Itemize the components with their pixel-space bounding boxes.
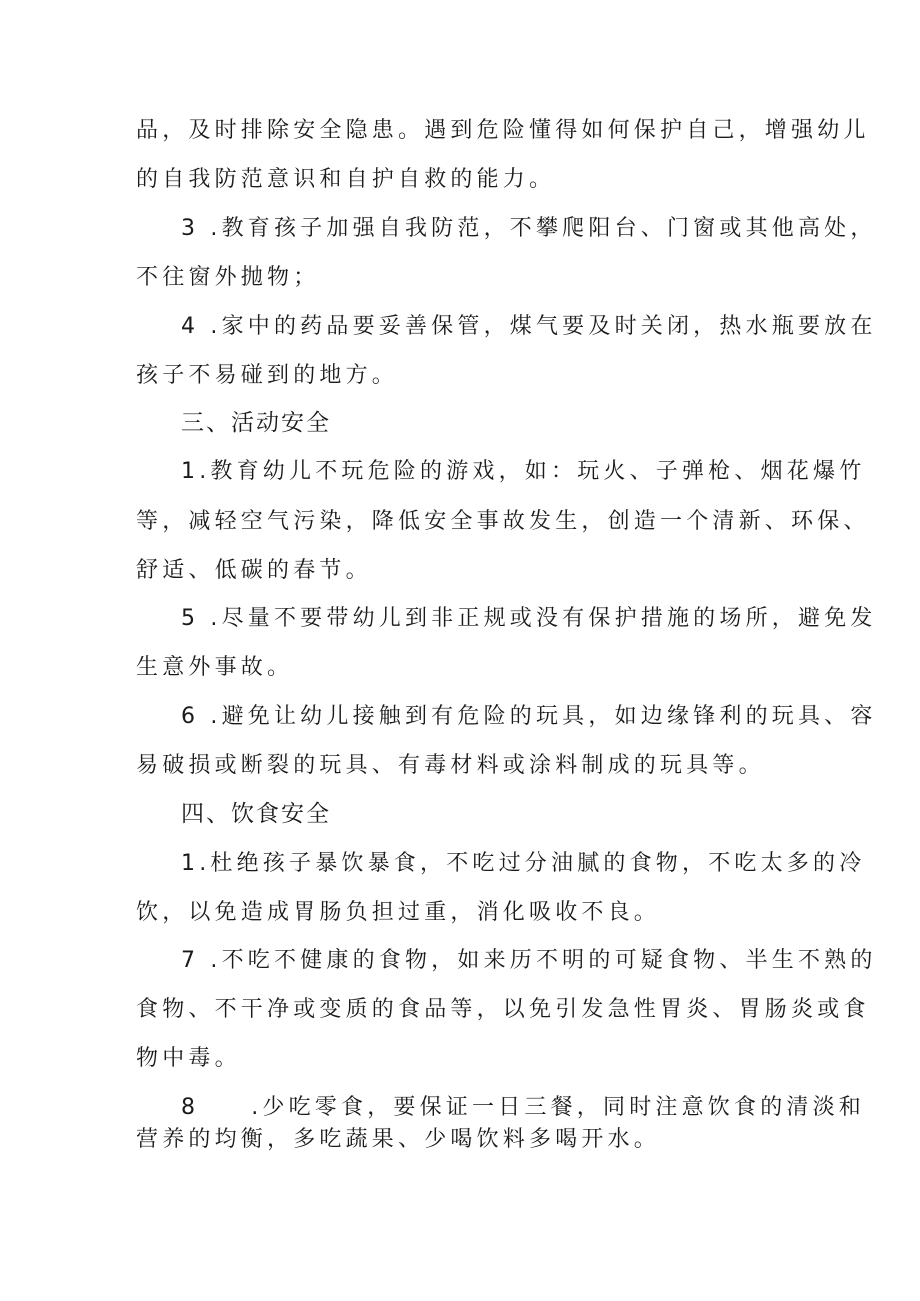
paragraph-line: 的自我防范意识和自护自救的能力。 <box>136 167 556 192</box>
paragraph-line: 营养的均衡，多吃蔬果、少喝饮料多喝开水。 <box>136 1127 661 1152</box>
paragraph-line: 食物、不干净或变质的食品等，以免引发急性胃炎、胃肠炎或食 <box>136 997 870 1022</box>
paragraph-line: 5 .尽量不要带幼儿到非正规或没有保护措施的场所，避免发 <box>181 606 877 631</box>
list-text: .少吃零食，要保证一日三餐，同时注意饮食的清淡和 <box>251 1095 865 1120</box>
paragraph-line: 6 .避免让幼儿接触到有危险的玩具，如边缘锋利的玩具、容 <box>181 704 877 729</box>
section-heading: 三、活动安全 <box>181 410 331 436</box>
paragraph-line: 3 .教育孩子加强自我防范，不攀爬阳台、门窗或其他高处， <box>181 216 877 241</box>
paragraph-line: 4 .家中的药品要妥善保管，煤气要及时关闭，热水瓶要放在 <box>181 314 877 339</box>
paragraph-line: 1.杜绝孩子暴饮暴食，不吃过分油腻的食物，不吃太多的冷 <box>181 851 866 876</box>
paragraph-line: 7 .不吃不健康的食物，如来历不明的可疑食物、半生不熟的 <box>181 948 877 973</box>
paragraph-line: 生意外事故。 <box>136 655 294 680</box>
paragraph-line: 舒适、低碳的春节。 <box>136 558 372 583</box>
section-heading: 四、饮食安全 <box>181 801 331 827</box>
list-number: 8 <box>181 1095 200 1120</box>
paragraph-line: 饮，以免造成胃肠负担过重，消化吸收不良。 <box>136 900 661 925</box>
paragraph-line: 1.教育幼儿不玩危险的游戏，如：玩火、子弹枪、烟花爆竹 <box>181 459 866 484</box>
paragraph-line: 物中毒。 <box>136 1046 241 1071</box>
paragraph-line <box>181 1093 865 1123</box>
paragraph-line: 易破损或断裂的玩具、有毒材料或涂料制成的玩具等。 <box>136 753 765 778</box>
paragraph-line: 不往窗外抛物； <box>136 265 320 290</box>
paragraph-line: 孩子不易碰到的地方。 <box>136 363 399 388</box>
paragraph-line: 等，减轻空气污染，降低安全事故发生，创造一个清新、环保、 <box>136 509 870 534</box>
paragraph-line: 品，及时排除安全隐患。遇到危险懂得如何保护自己，增强幼儿 <box>136 118 870 143</box>
